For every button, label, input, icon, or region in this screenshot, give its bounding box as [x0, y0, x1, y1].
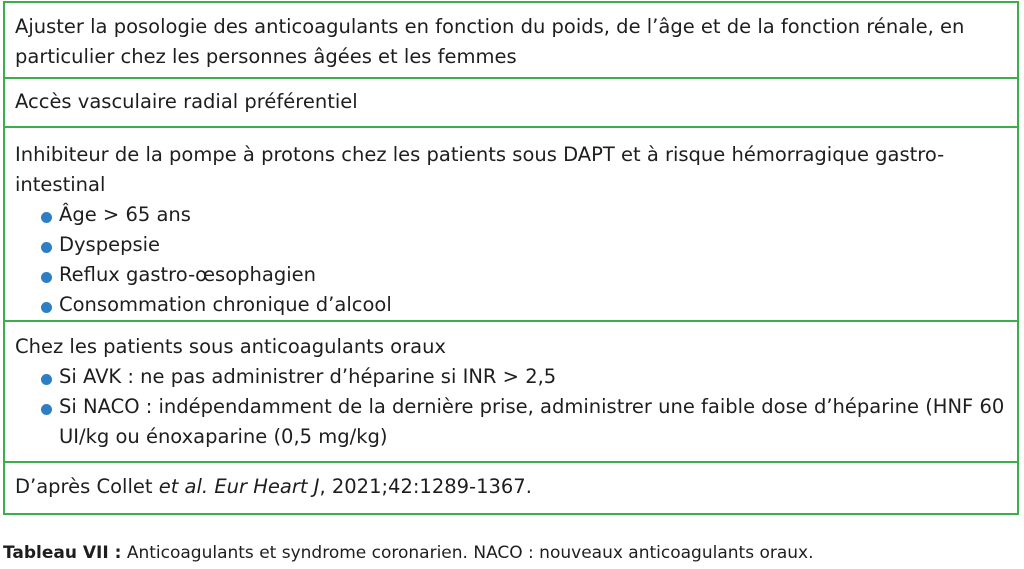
source-journal: et al. Eur Heart J	[158, 475, 320, 498]
bullet-item: Consommation chronique d’alcool	[41, 290, 1007, 320]
bullet-item: Si AVK : ne pas administrer d’héparine si INR > 2,5	[41, 362, 1007, 392]
table-row	[3, 322, 1019, 463]
row-text: Accès vasculaire radial préférentiel	[15, 90, 358, 113]
bullet-list	[15, 362, 1007, 452]
source-prefix: D’après Collet	[15, 475, 159, 498]
table-row	[3, 1, 1019, 79]
table-caption	[3, 541, 814, 565]
source-reference	[15, 472, 1007, 502]
row-text: Inhibiteur de la pompe à protons chez les patients sous DAPT et à risque hémorragique gastro-intestinal	[15, 143, 945, 196]
bullet-item: Reflux gastro-œsophagien	[41, 260, 1007, 290]
row-text: Chez les patients sous anticoagulants oraux	[15, 335, 446, 358]
caption-label: Tableau VII :	[3, 543, 122, 563]
table-row	[3, 128, 1019, 322]
source-suffix: , 2021;42:1289-1367.	[319, 475, 532, 498]
caption-text: Anticoagulants et syndrome coronarien. NACO : nouveaux anticoagulants oraux.	[121, 543, 814, 563]
bullet-item: Dyspepsie	[41, 230, 1007, 260]
recommendations-table	[3, 1, 1019, 515]
bullet-item: Âge > 65 ans	[41, 200, 1007, 230]
row-text: Ajuster la posologie des anticoagulants en fonction du poids, de l’âge et de la fonction rénale, en particulier chez les personnes âgées et les femmes	[15, 15, 965, 68]
table-row	[3, 79, 1019, 128]
bullet-list	[15, 200, 1007, 320]
table-row	[3, 463, 1019, 515]
bullet-item: Si NACO : indépendamment de la dernière prise, administrer une faible dose d’héparine (HNF 60 UI/kg ou énoxaparine (0,5 mg/kg)	[41, 392, 1007, 452]
